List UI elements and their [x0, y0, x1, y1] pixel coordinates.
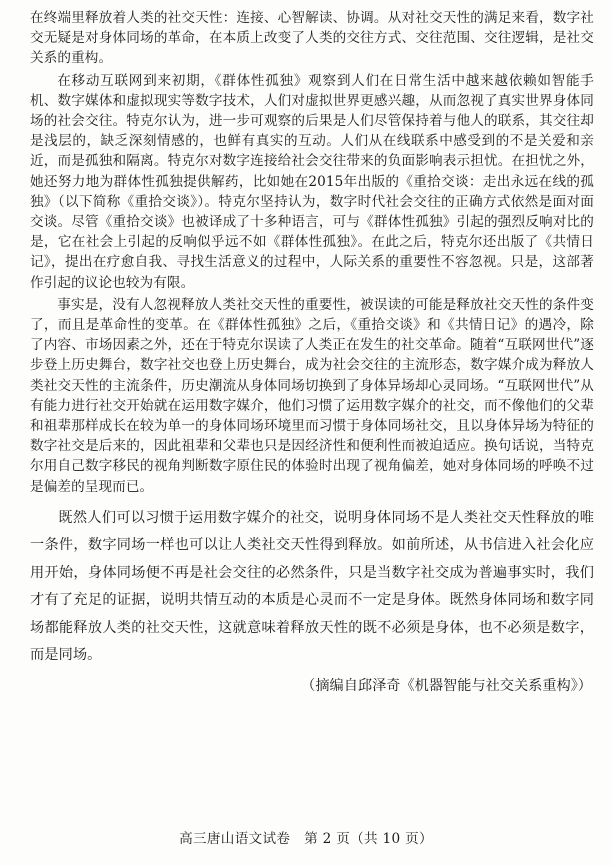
paragraph-4: 既然人们可以习惯于运用数字媒介的社交，说明身体同场不是人类社交天性释放的唯一条件，数字同场一样也可以让人类社交天性得到释放。如前所述，从书信进入社会化应用开始，身体同场便不再是社会交往的必然条件，只是当数字社交成为普遍事实时，我们才有了充足的证据，说明共情互动的本质是心灵而不一定是身体。既然身体同场和数字同场都能释放人类的社交天性，这就意味着释放天性的既不必须是身体，也不必须是数字，而是同场。	[30, 509, 594, 663]
source-citation: （摘编自邱泽奇《机器智能与社交关系重构》）	[301, 678, 592, 695]
paragraph-2: 在移动互联网到来初期，《群体性孤独》观察到人们在日常生活中越来越依赖如智能手机、数字媒体和虚拟现实等数字技术，人们对虚拟世界更感兴趣，从而忽视了真实世界身体同场的社会交往。特克尔认为，进一步可观察的后果是人们尽管保持着与他人的联系，其交往却是浅层的，缺乏深刻情感的，也鲜有真实的互动。人们从在线联系中感受到的不是关爱和亲近，而是孤独和隔离。特克尔对数字连接给社会交往带来的负面影响表示担忧。在担忧之外，她还努力地为群体性孤独提供解药，比如她在2015年出版的《重拾交谈：走出永远在线的孤独》（以下简称《重拾交谈》）。特克尔坚持认为，数字时代社会交往的正确方式依然是面对面交谈。尽管《重拾交谈》也被译成了十多种语言，可与《群体性孤独》引起的强烈反响对比的是，它在社会上引起的反响似乎远不如《群体性孤独》。在此之后，特克尔还出版了《共情日记》，提出在疗愈自我、寻找生活意义的过程中，人际关系的重要性不容忽视。只是，这部著作引起的议论也较为有限。	[30, 72, 594, 291]
paragraph-1: 在终端里释放着人类的社交天性：连接、心智解读、协调。从对社交天性的满足来看，数字社交无疑是对身体同场的革命，在本质上改变了人类的交往方式、交往范围、交往逻辑，是社交关系的重构。	[30, 10, 594, 67]
paragraph-3: 事实是，没有人忽视释放人类社交天性的重要性，被误读的可能是释放社交天性的条件变了，而且是革命性的变革。在《群体性孤独》之后，《重拾交谈》和《共情日记》的遇冷，除了内容、市场因素之外，还在于特克尔误读了人类正在发生的社交革命。随着“互联网世代”逐步登上历史舞台，数字社交也登上历史舞台，成为社会交往的主流形态，数字媒介成为释放人类社交天性的主流条件，历史潮流从身体同场切换到了身体异场却心灵同场。“互联网世代”从有能力进行社交开始就在运用数字媒介，他们习惯了运用数字媒介的社交，而不像他们的父辈和祖辈那样成长在较为单一的身体同场环境里而习惯于身体同场社交，且以身体异场为特征的数字社交是后来的，因此祖辈和父辈也只是因经济性和便利性而被迫适应。换句话说，当特克尔用自己数字移民的视角判断数字原住民的体验时出现了视角偏差，她对身体同场的呼唤不过是偏差的呈现而已。	[30, 296, 594, 495]
page-footer: 高三唐山语文试卷 第 2 页（共 10 页）	[179, 831, 433, 847]
